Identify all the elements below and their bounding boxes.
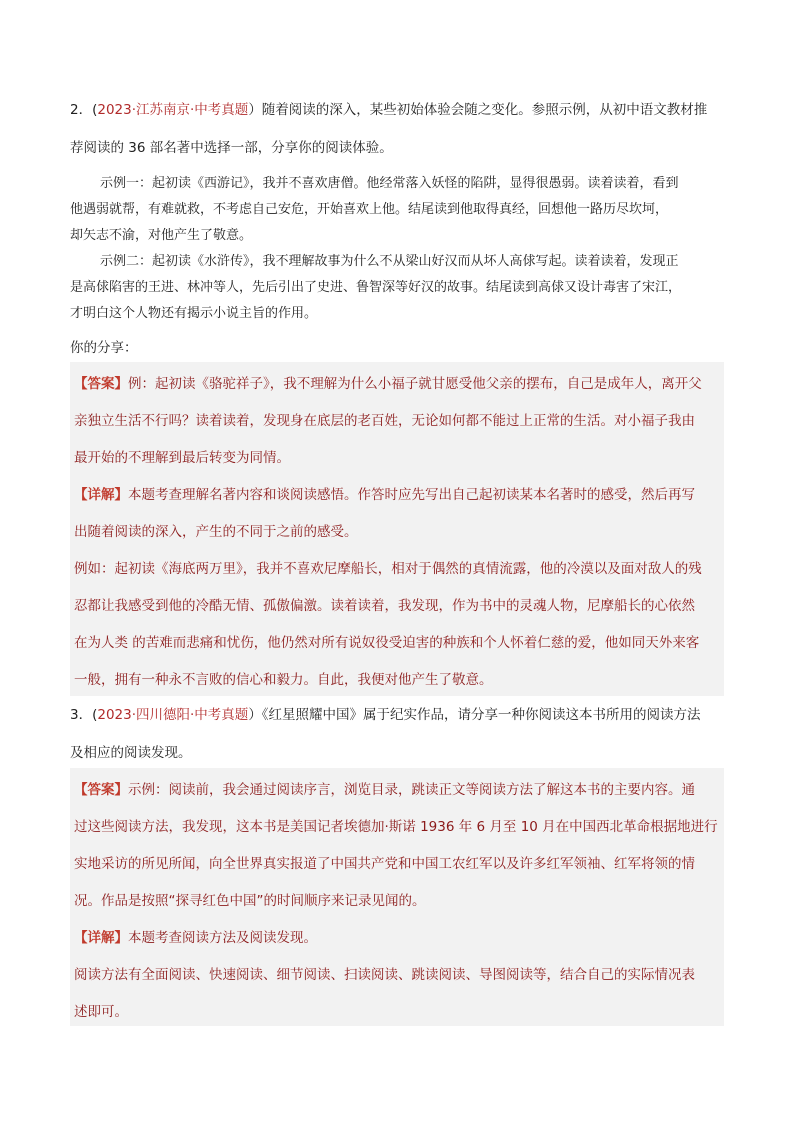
q3-detail-line-2: 阅读方法有全面阅读、快速阅读、细节阅读、扫读阅读、跳读阅读、导图阅读等，结合自己的实际情况表	[74, 967, 695, 983]
q2-detail-line-3: 例如：起初读《海底两万里》，我并不喜欢尼摩船长，相对于偶然的真情流露，他的冷漠以及面对敌人的残	[74, 561, 702, 577]
q3-answer-line-2: 过这些阅读方法，我发现，这本书是美国记者埃德加·斯诺 1936 年 6 月至 10 月在中国西北革命根据地进行	[74, 819, 718, 835]
q2-example-line: 示例一：起初读《西游记》，我并不喜欢唐僧。他经常落入妖怪的陷阱，显得很愚弱。读着读着，看到	[100, 176, 679, 191]
q3-number: 3．(	[70, 707, 98, 723]
q3-detail-line-3: 述即可。	[74, 1004, 128, 1020]
q3-answer-block	[70, 768, 724, 1026]
q2-answer-line-1: 【答案】例：起初读《骆驼祥子》，我不理解为什么小福子就甘愿受他父亲的摆布，自己是成年人，离开父	[74, 376, 702, 392]
q2-stem-line-2: 荐阅读的 36 部名著中选择一部，分享你的阅读体验。	[70, 140, 393, 156]
q2-detail-line-2: 出随着阅读的深入，产生的不同于之前的感受。	[74, 524, 358, 540]
q3-stem-line-1	[70, 703, 701, 723]
q2-share-label: 你的分享：	[70, 340, 138, 356]
q2-stem-line-1	[70, 98, 707, 118]
q2-example-line: 却矢志不渝，对他产生了敬意。	[70, 228, 253, 243]
q3-stem-line-2: 及相应的阅读发现。	[70, 745, 192, 761]
q2-example-line: 他遇弱就帮，有难就救，不考虑自己安危，开始喜欢上他。结尾读到他取得真经，回想他一路历尽坎坷，	[70, 202, 669, 217]
q2-example-line: 是高俅陷害的王进、林冲等人，先后引出了史进、鲁智深等好汉的故事。结尾读到高俅又设计毒害了宋江，	[70, 280, 682, 295]
q2-answer-tag: 【答案】	[74, 376, 128, 392]
q2-detail-line-5: 在为人类 的苦难而悲痛和忧伤，他仍然对所有说奴役受迫害的种族和个人怀着仁慈的爱，他如同天外来客	[74, 635, 700, 651]
q2-answer-line-2: 亲独立生活不行吗？读着读着，发现身在底层的老百姓，无论如何都不能过上正常的生活。对小福子我由	[74, 413, 695, 429]
q2-detail-line-4: 忍都让我感受到他的冷酷无情、孤傲偏激。读着读着，我发现，作为书中的灵魂人物，尼摩船长的心依然	[74, 598, 695, 614]
q3-answer-line-3: 实地采访的所见所闻，向全世界真实报道了中国共产党和中国工农红军以及许多红军领袖、红军将领的情	[74, 856, 695, 872]
q2-detail-tag: 【详解】	[74, 487, 128, 503]
q2-stem-text-1: ）随着阅读的深入，某些初始体验会随之变化。参照示例，从初中语文教材推	[248, 102, 708, 118]
q2-example-line: 示例二：起初读《水浒传》，我不理解故事为什么不从梁山好汉而从坏人高俅写起。读着读着，发现正	[100, 254, 679, 269]
q2-example-line: 才明白这个人物还有揭示小说主旨的作用。	[70, 306, 318, 321]
q3-detail-line-1: 【详解】本题考查阅读方法及阅读发现。	[74, 930, 317, 946]
q2-source: 2023·江苏南京·中考真题	[97, 102, 249, 118]
q3-answer-line-4: 况。作品是按照“探寻红色中国”的时间顺序来记录见闻的。	[74, 893, 426, 909]
q2-answer-line-3: 最开始的不理解到最后转变为同情。	[74, 450, 290, 466]
q3-answer-tag: 【答案】	[74, 782, 128, 798]
q2-number: 2．(	[70, 102, 98, 118]
q2-detail-line-1: 【详解】本题考查理解名著内容和谈阅读感悟。作答时应先写出自己起初读某本名著时的感受，然后再写	[74, 487, 695, 503]
q2-answer-block	[70, 362, 724, 696]
q3-answer-line-1: 【答案】示例：阅读前，我会通过阅读序言，浏览目录，跳读正文等阅读方法了解这本书的主要内容。通	[74, 782, 695, 798]
q2-detail-line-6: 一般，拥有一种永不言败的信心和毅力。自此，我便对他产生了敬意。	[74, 672, 493, 688]
q3-source: 2023·四川德阳·中考真题	[97, 707, 249, 723]
q3-stem-text-1: ）《红星照耀中国》属于纪实作品，请分享一种你阅读这本书所用的阅读方法	[248, 707, 701, 723]
q3-detail-tag: 【详解】	[74, 930, 128, 946]
